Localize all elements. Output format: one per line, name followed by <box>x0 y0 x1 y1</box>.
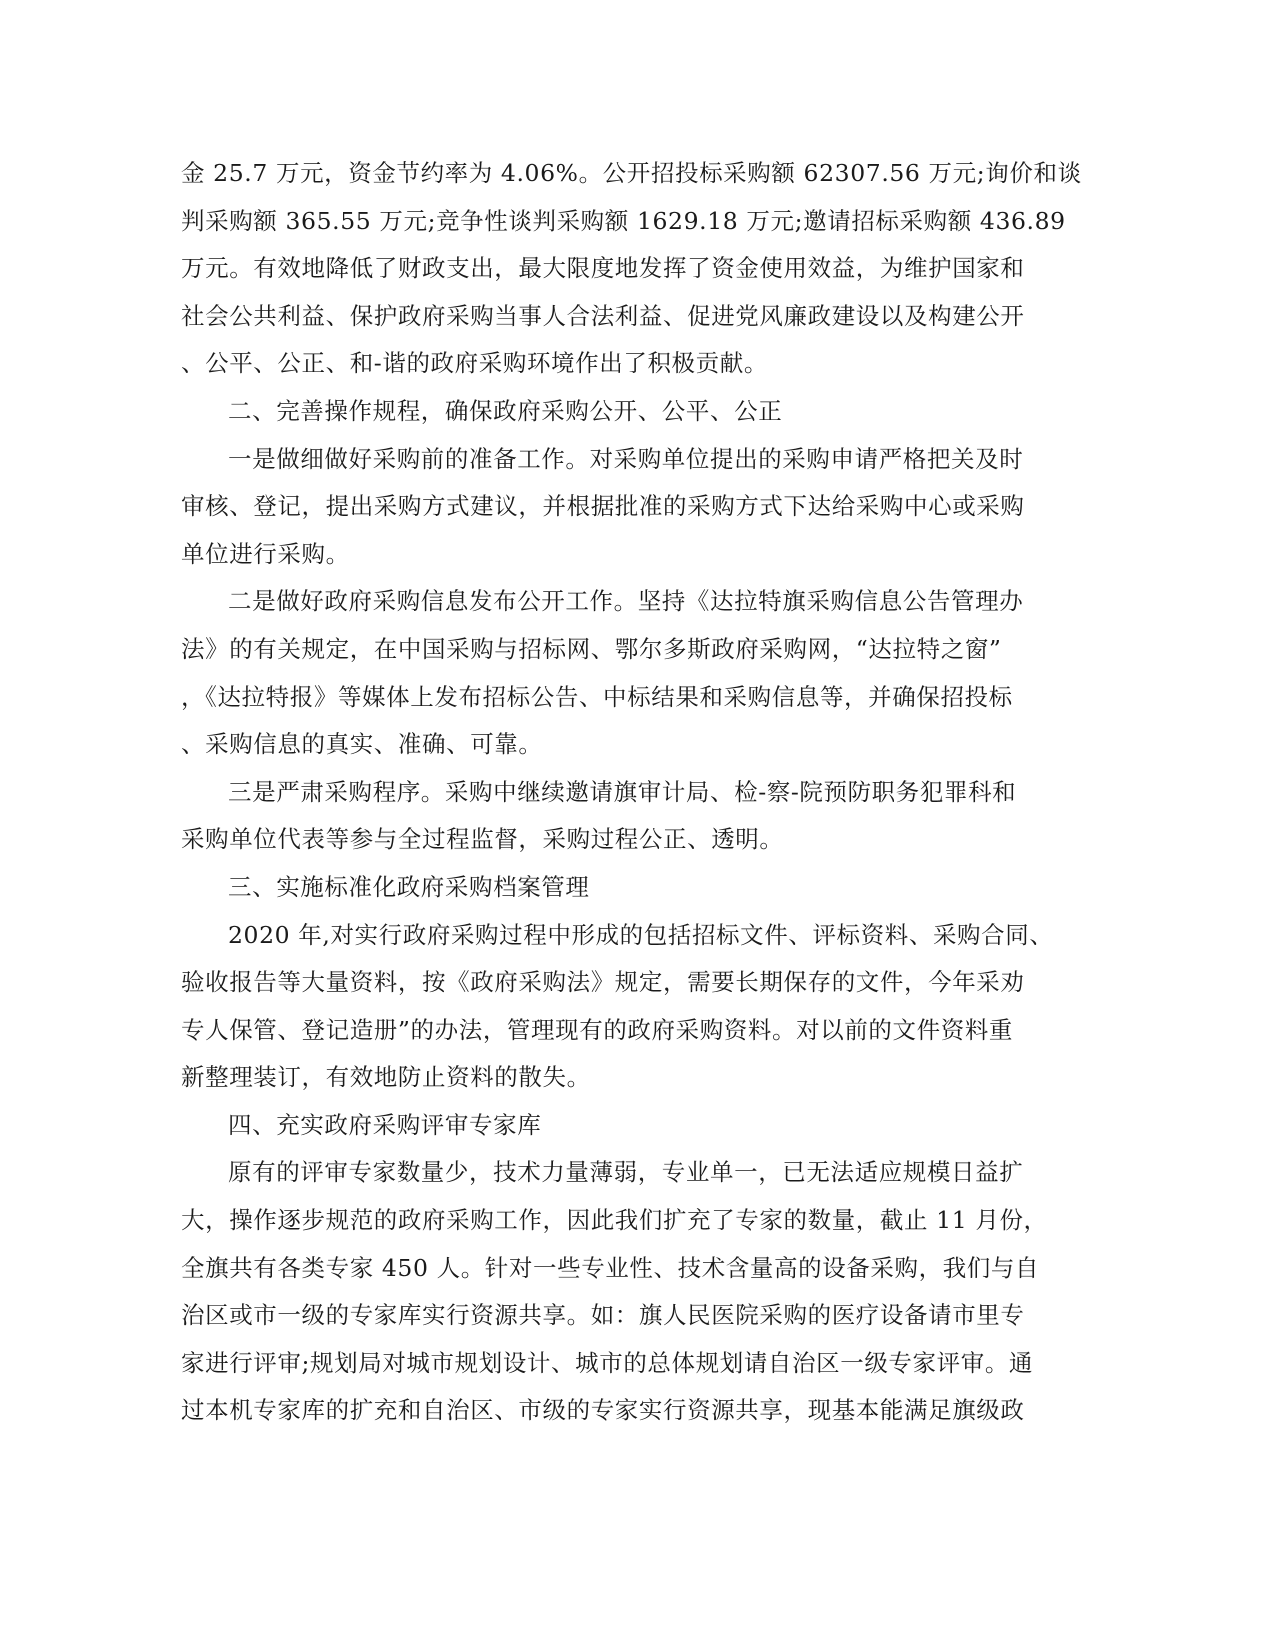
text-line: 、公平、公正、和-谐的政府采购环境作出了积极贡献。 <box>181 349 768 378</box>
document-body <box>181 150 1082 1435</box>
text-line: 万元。有效地降低了财政支出，最大限度地发挥了资金使用效益，为维护国家和 <box>181 254 1025 283</box>
text-line: 验收报告等大量资料，按《政府采购法》规定，需要长期保存的文件，今年采劝 <box>181 968 1025 997</box>
text-line: 二、完善操作规程，确保政府采购公开、公平、公正 <box>228 396 783 425</box>
text-line: 专人保管、登记造册”的办法，管理现有的政府采购资料。对以前的文件资料重 <box>181 1015 1014 1044</box>
text-line: 大，操作逐步规范的政府采购工作，因此我们扩充了专家的数量，截止 11 月份， <box>181 1206 1048 1235</box>
text-line: 全旗共有各类专家 450 人。针对一些专业性、技术含量高的设备采购，我们与自 <box>181 1253 1040 1282</box>
text-line: 三是严肃采购程序。采购中继续邀请旗审计局、检-察-院预防职务犯罪科和 <box>228 777 1017 806</box>
text-line: 社会公共利益、保护政府采购当事人合法利益、促进党风廉政建设以及构建公开 <box>181 301 1025 330</box>
text-line: 一是做细做好采购前的准备工作。对采购单位提出的采购申请严格把关及时 <box>228 444 1024 473</box>
text-line: 单位进行采购。 <box>181 539 350 568</box>
text-line: 2020 年,对实行政府采购过程中形成的包括招标文件、评标资料、采购合同、 <box>228 920 1054 949</box>
text-line: 家进行评审;规划局对城市规划设计、城市的总体规划请自治区一级专家评审。通 <box>181 1348 1034 1377</box>
text-line: 新整理装订，有效地防止资料的散失。 <box>181 1063 591 1092</box>
text-line: 二是做好政府采购信息发布公开工作。坚持《达拉特旗采购信息公告管理办 <box>228 587 1024 616</box>
text-line: 治区或市一级的专家库实行资源共享。如：旗人民医院采购的医疗设备请市里专 <box>181 1301 1025 1330</box>
text-line: 、采购信息的真实、准确、可靠。 <box>181 730 543 759</box>
text-line: 四、充实政府采购评审专家库 <box>228 1110 542 1139</box>
text-line: 法》的有关规定，在中国采购与招标网、鄂尔多斯政府采购网，“达拉特之窗” <box>181 634 1002 663</box>
text-line: 原有的评审专家数量少，技术力量薄弱，专业单一，已无法适应规模日益扩 <box>228 1158 1024 1187</box>
text-line: 过本机专家库的扩充和自治区、市级的专家实行资源共享，现基本能满足旗级政 <box>181 1396 1025 1425</box>
text-line: 审核、登记，提出采购方式建议，并根据批准的采购方式下达给采购中心或采购 <box>181 492 1025 521</box>
text-line: 金 25.7 万元，资金节约率为 4.06%。公开招投标采购额 62307.56 万元;询价和谈 <box>181 159 1082 187</box>
text-line: ，《达拉特报》等媒体上发布招标公告、中标结果和采购信息等，并确保招投标 <box>181 682 1013 711</box>
text-line: 三、实施标准化政府采购档案管理 <box>228 872 590 901</box>
text-line: 判采购额 365.55 万元;竞争性谈判采购额 1629.18 万元;邀请招标采购额 436.89 <box>181 206 1066 235</box>
text-line: 采购单位代表等参与全过程监督，采购过程公正、透明。 <box>181 825 784 854</box>
